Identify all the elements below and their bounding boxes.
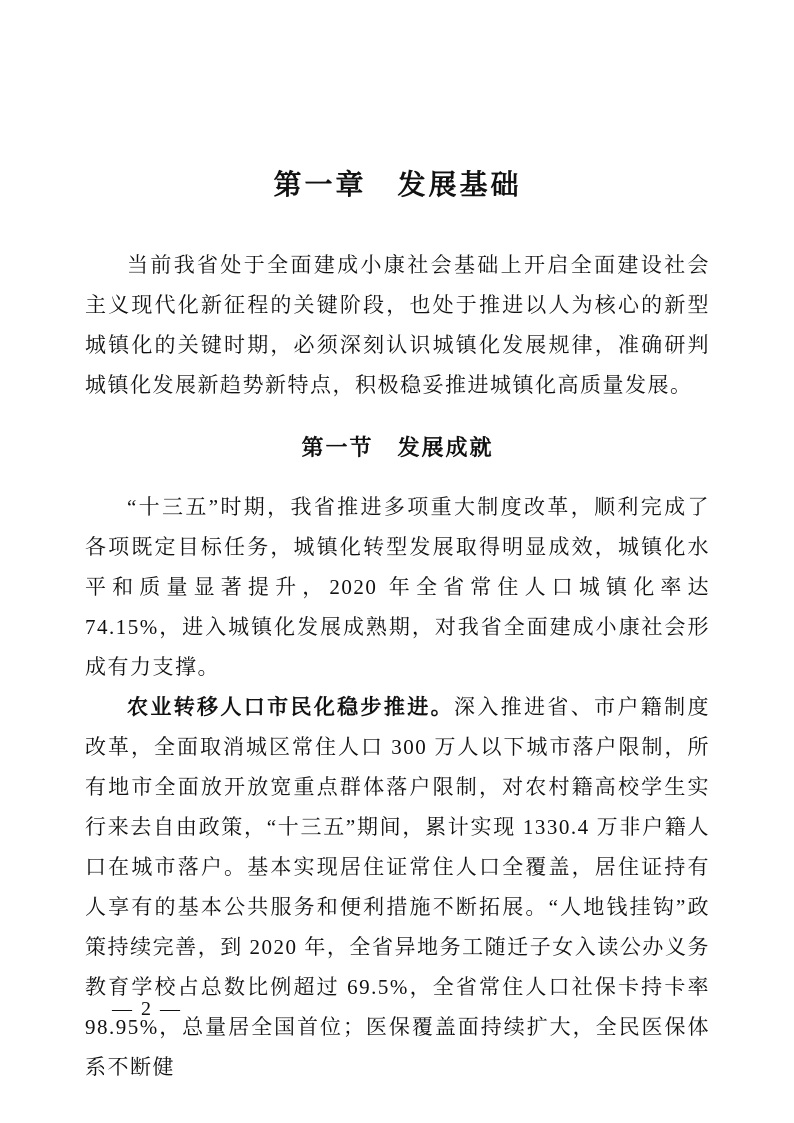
page-number: — 2 —	[112, 998, 182, 1020]
chapter-title: 第一章 发展基础	[273, 170, 522, 201]
page-content	[85, 0, 710, 1087]
paragraph-citizenization-lead: 农业转移人口市民化稳步推进。	[127, 695, 454, 719]
paragraph-citizenization	[85, 687, 710, 1087]
section-title: 第一节 发展成就	[301, 435, 494, 460]
paragraph-citizenization-body: 深入推进省、市户籍制度改革，全面取消城区常住人口 300 万人以下城市落户限制，所有地市全面放开放宽重点群体落户限制，对农村籍高校学生实行来去自由政策，“十三五”期间，累计实现 1330.4 万非户籍人口在城市落户。基本实现居住证常住人口全覆盖，居住证持有人享有的基本公共服务和便利措施不断拓展。“人地钱挂钩”政策持续完善，到 2020 年，全省异地务工随迁子女入读公办义务教育学校占总数比例超过 69.5%，全省常住人口社保卡持卡率 98.95%，总量居全国首位；医保覆盖面持续扩大，全民医保体系不断健	[85, 695, 711, 1079]
paragraph-intro: 当前我省处于全面建成小康社会基础上开启全面建设社会主义现代化新征程的关键阶段，也处于推进以人为核心的新型城镇化的关键时期，必须深刻认识城镇化发展规律，准确研判城镇化发展新趋势新特点，积极稳妥推进城镇化高质量发展。	[85, 253, 710, 397]
paragraph-achievements: “十三五”时期，我省推进多项重大制度改革，顺利完成了各项既定目标任务，城镇化转型发展取得明显成效，城镇化水平和质量显著提升，2020 年全省常住人口城镇化率达 74.15%，进入城镇化发展成熟期，对我省全面建成小康社会形成有力支撑。	[85, 495, 710, 679]
